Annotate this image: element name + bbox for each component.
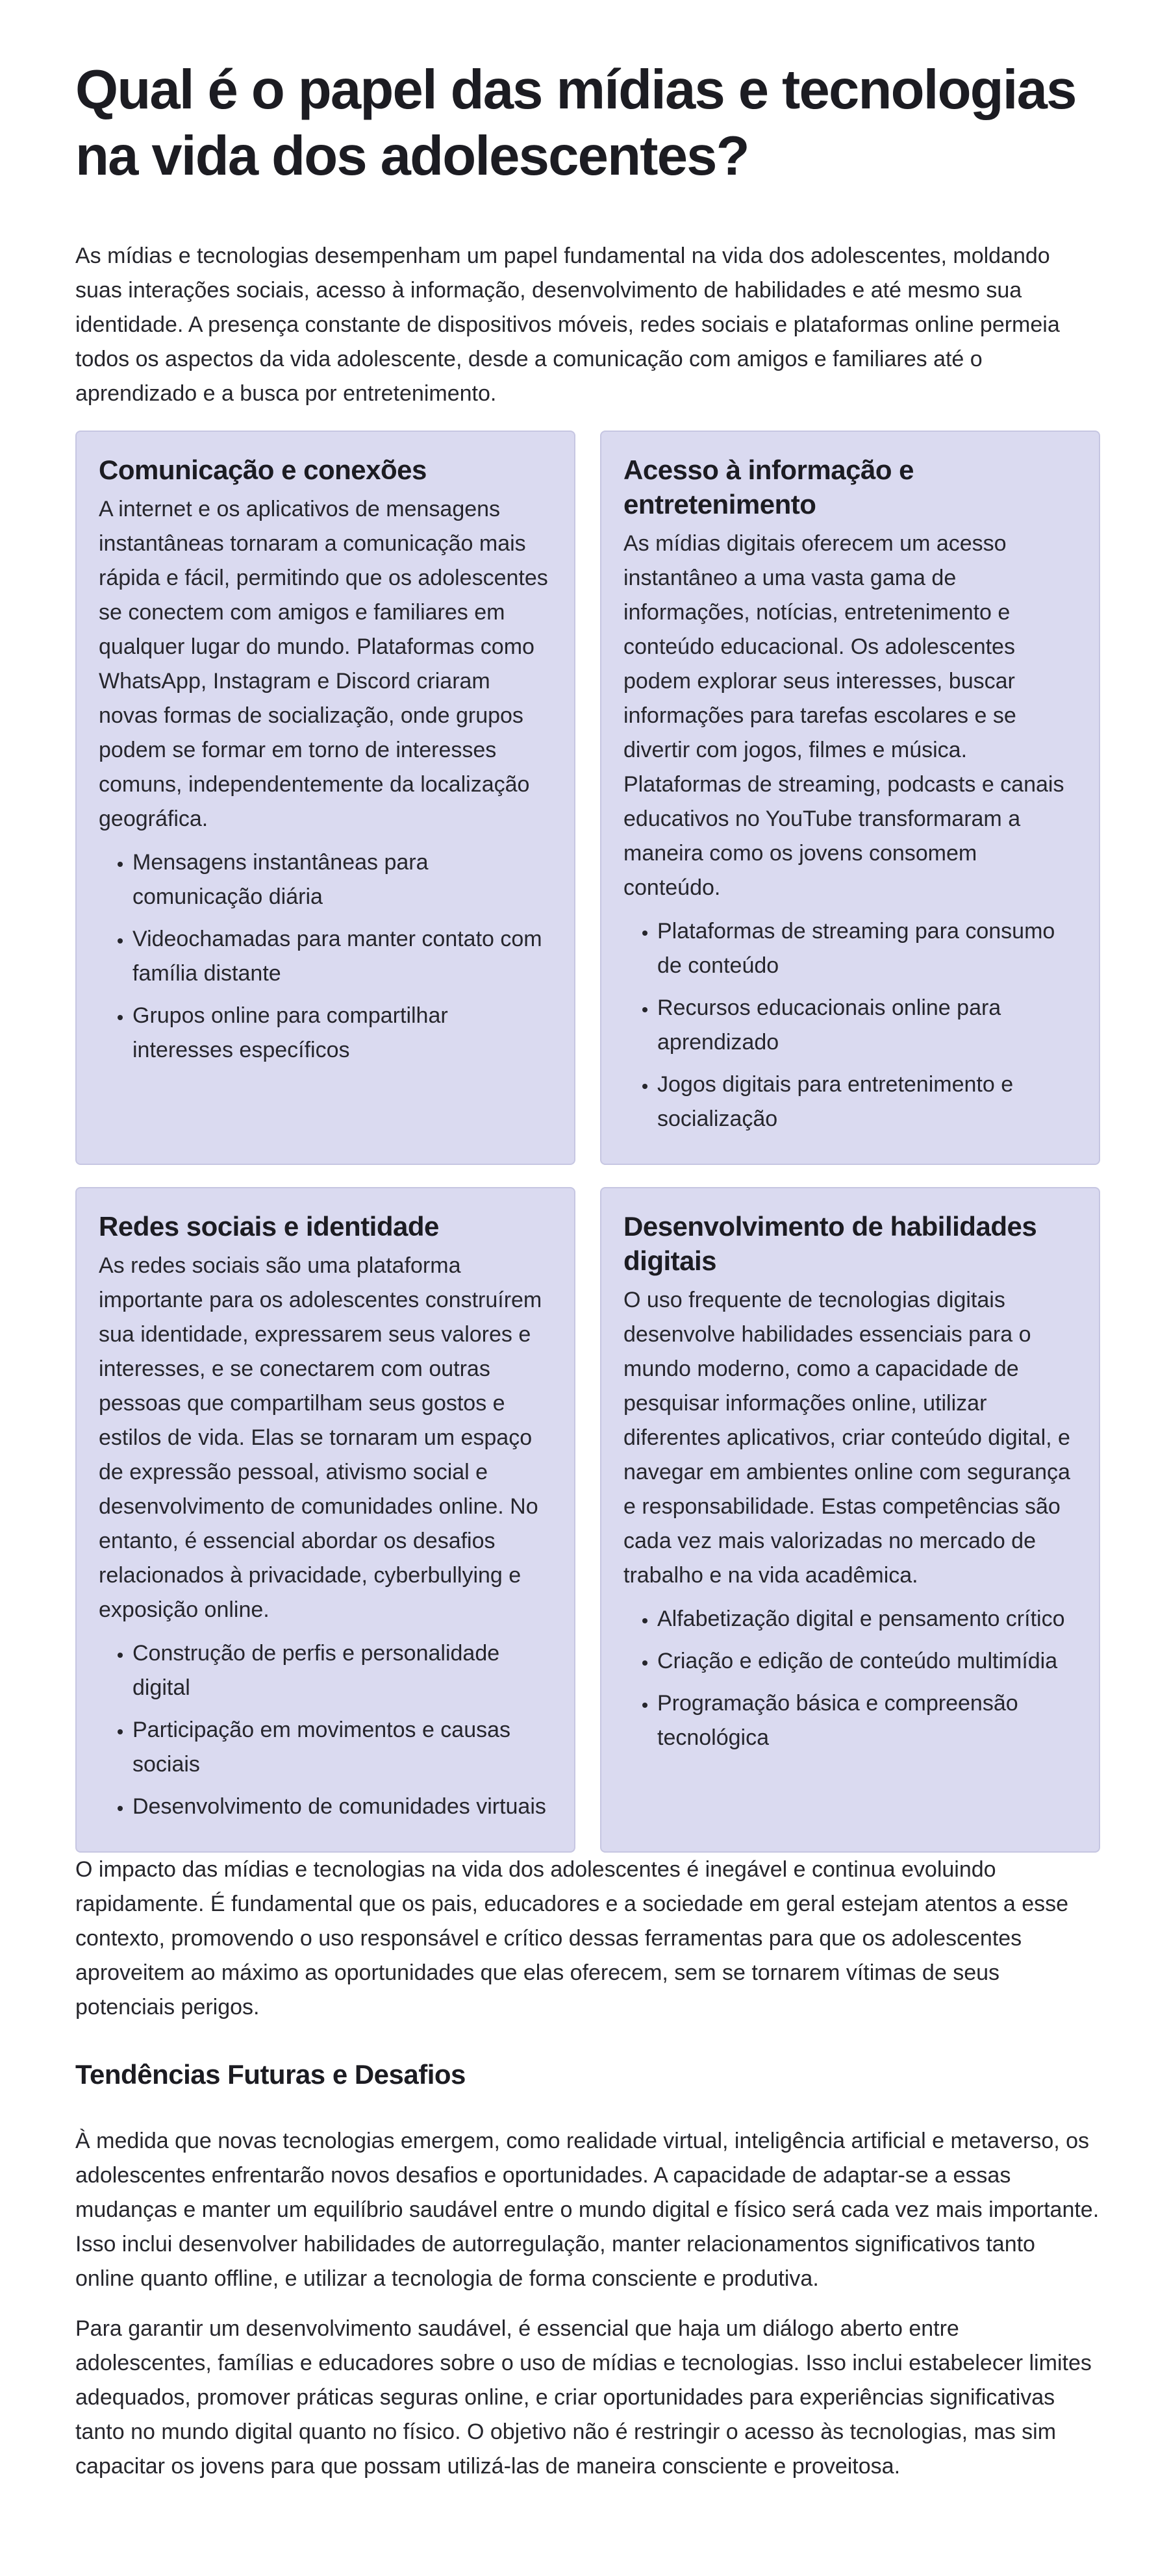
card-heading: Desenvolvimento de habilidades digitais <box>623 1211 1037 1276</box>
card-text: As redes sociais são uma plataforma importante para os adolescentes construírem sua identidade, expressarem seus valores e interesses, e se conectarem com outras pessoas que compartilham seus gostos e estilos de vida. Elas se tornaram um espaço de expressão pessoal, ativismo social e desenvolvimento de comunidades online. No entanto, é essencial abordar os desafios relacionados à privacidade, cyberbullying e exposição online. <box>99 1253 542 1622</box>
card-bullet-list <box>623 914 1077 1136</box>
list-item: • Plataformas de streaming para consumo de conteúdo <box>657 914 1077 983</box>
card-heading: Redes sociais e identidade <box>99 1211 439 1242</box>
list-item: • Grupos online para compartilhar interesses específicos <box>132 999 552 1068</box>
card-text: As mídias digitais oferecem um acesso instantâneo a uma vasta gama de informações, notícias, entretenimento e conteúdo educacional. Os adolescentes podem explorar seus interesses, buscar informações para tarefas escolares e se divertir com jogos, filmes e música. Plataformas de streaming, podcasts e canais educativos no YouTube transformaram a maneira como os jovens consomem conteúdo. <box>623 531 1064 900</box>
card-social-identity <box>75 1187 575 1853</box>
intro-paragraph: As mídias e tecnologias desempenham um papel fundamental na vida dos adolescentes, moldando suas interações sociais, acesso à informação, desenvolvimento de habilidades e até mesmo sua identidade. A presença constante de dispositivos móveis, redes sociais e plataformas online permeia todos os aspectos da vida adolescente, desde a comunicação com amigos e familiares até o aprendizado e a busca por entretenimento. <box>75 244 1060 406</box>
card-information-entertainment <box>600 431 1100 1165</box>
closing-paragraph: O impacto das mídias e tecnologias na vida dos adolescentes é inegável e continua evoluindo rapidamente. É fundamental que os pais, educadores e a sociedade em geral estejam atentos a esse contexto, promovendo o uso responsável e crítico dessas ferramentas para que os adolescentes aproveitem ao máximo as oportunidades que elas oferecem, sem se tornarem vítimas de seus potenciais perigos. <box>75 1857 1069 2020</box>
article <box>75 0 1100 2484</box>
section-heading: Tendências Futuras e Desafios <box>75 2059 466 2090</box>
list-item: • Criação e edição de conteúdo multimídia <box>657 1644 1077 1679</box>
card-bullet-list <box>99 1636 552 1824</box>
list-item: • Videochamadas para manter contato com família distante <box>132 922 552 991</box>
topic-cards-grid <box>75 431 1100 1853</box>
list-item: • Construção de perfis e personalidade digital <box>132 1636 552 1705</box>
card-bullet-list <box>99 845 552 1068</box>
list-item: • Programação básica e compreensão tecnológica <box>657 1686 1077 1755</box>
list-item: • Desenvolvimento de comunidades virtuais <box>132 1790 552 1824</box>
card-heading: Acesso à informação e entretenimento <box>623 455 914 519</box>
card-text: O uso frequente de tecnologias digitais desenvolve habilidades essenciais para o mundo moderno, como a capacidade de pesquisar informações online, utilizar diferentes aplicativos, criar conteúdo digital, e navegar em ambientes online com segurança e responsabilidade. Estas competências são cada vez mais valorizadas no mercado de trabalho e na vida acadêmica. <box>623 1288 1070 1588</box>
card-heading: Comunicação e conexões <box>99 455 427 485</box>
card-communication <box>75 431 575 1165</box>
list-item: • Participação em movimentos e causas sociais <box>132 1713 552 1782</box>
card-bullet-list <box>623 1602 1077 1755</box>
page-title: Qual é o papel das mídias e tecnologias na vida dos adolescentes? <box>75 59 1076 187</box>
card-digital-skills <box>600 1187 1100 1853</box>
section-paragraph: À medida que novas tecnologias emergem, como realidade virtual, inteligência artificial e metaverso, os adolescentes enfrentarão novos desafios e oportunidades. A capacidade de adaptar-se a essas mudanças e manter um equilíbrio saudável entre o mundo digital e físico será cada vez mais importante. Isso inclui desenvolver habilidades de autorregulação, manter relacionamentos significativos tanto online quanto offline, e utilizar a tecnologia de forma consciente e produtiva. <box>75 2129 1100 2291</box>
list-item: • Recursos educacionais online para aprendizado <box>657 991 1077 1060</box>
section-paragraph: Para garantir um desenvolvimento saudável, é essencial que haja um diálogo aberto entre adolescentes, famílias e educadores sobre o uso de mídias e tecnologias. Isso inclui estabelecer limites adequados, promover práticas seguras online, e criar oportunidades para experiências significativas tanto no mundo digital quanto no físico. O objetivo não é restringir o acesso às tecnologias, mas sim capacitar os jovens para que possam utilizá-las de maneira consciente e proveitosa. <box>75 2316 1092 2479</box>
list-item: • Mensagens instantâneas para comunicação diária <box>132 845 552 914</box>
list-item: • Jogos digitais para entretenimento e socialização <box>657 1068 1077 1136</box>
list-item: • Alfabetização digital e pensamento crítico <box>657 1602 1077 1636</box>
card-text: A internet e os aplicativos de mensagens instantâneas tornaram a comunicação mais rápida e fácil, permitindo que os adolescentes se conectem com amigos e familiares em qualquer lugar do mundo. Plataformas como WhatsApp, Instagram e Discord criaram novas formas de socialização, onde grupos podem se formar em torno de interesses comuns, independentemente da localização geográfica. <box>99 497 548 831</box>
